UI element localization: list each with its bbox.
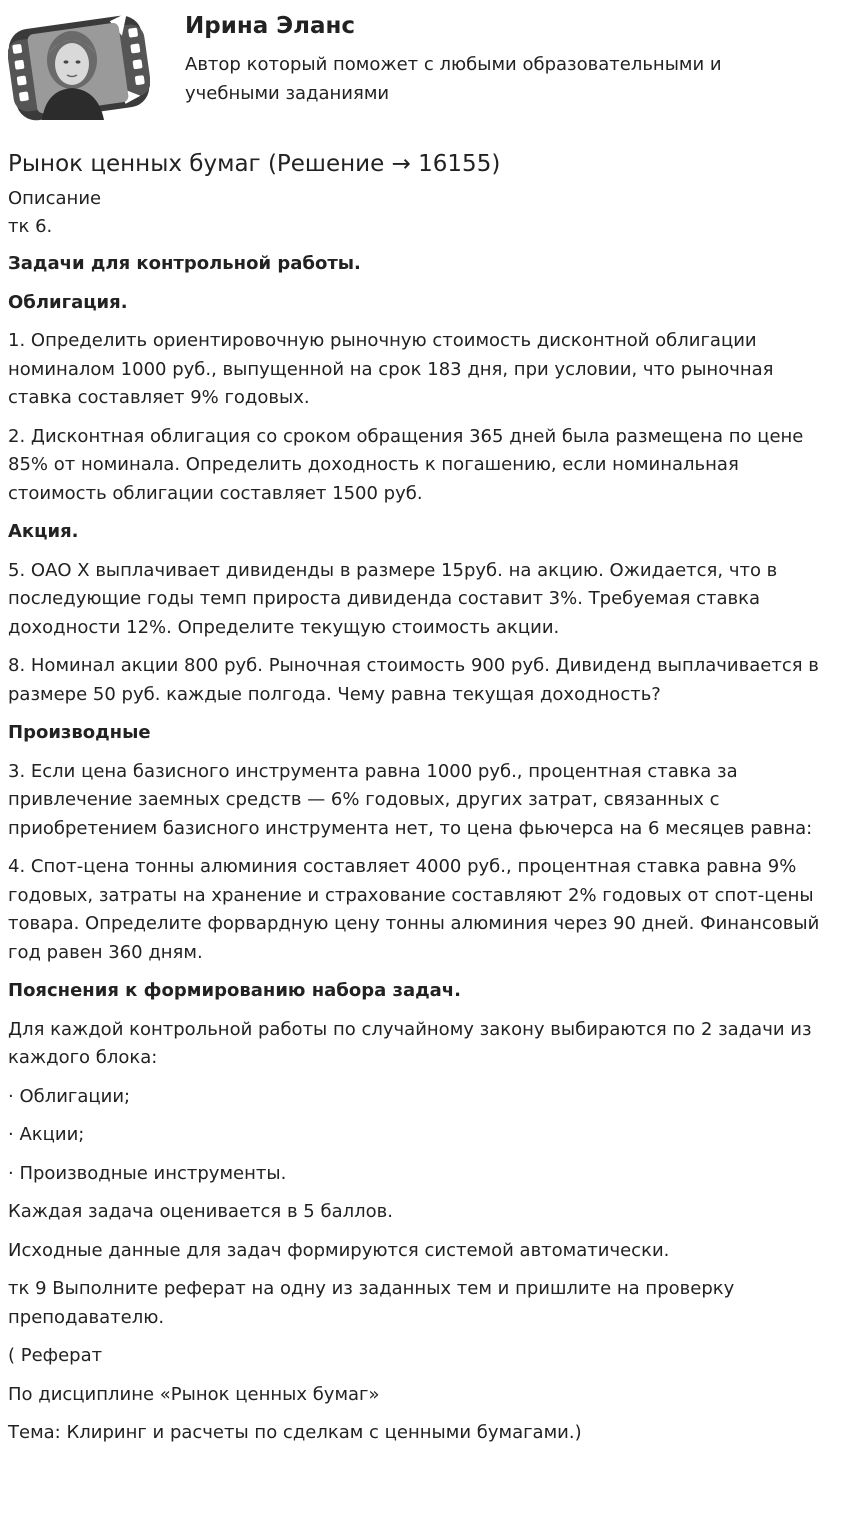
section-heading: Акция. (8, 521, 79, 542)
paragraph: · Акции; (8, 1124, 85, 1145)
paragraph: Тема: Клиринг и расчеты по сделкам с ценными бумагами.) (8, 1422, 582, 1443)
task-paragraphs (8, 250, 840, 1448)
document-content (8, 147, 840, 1448)
paragraph: 8. Номинал акции 800 руб. Рыночная стоимость 900 руб. Дивиденд выплачивается в размере 50 руб. каждые полгода. Чему равна текущая доходность? (8, 655, 819, 705)
author-description: Автор который поможет с любыми образовательными и учебными заданиями (185, 54, 722, 104)
paragraph: Для каждой контрольной работы по случайному закону выбираются по 2 задачи из каждого блока: (8, 1018, 812, 1068)
document-title: Рынок ценных бумаг (Решение → 16155) (8, 151, 501, 177)
section-heading: Производные (8, 722, 151, 743)
author-header (0, 0, 847, 140)
paragraph: тк 9 Выполните реферат на одну из заданных тем и пришлите на проверку преподавателю. (8, 1278, 735, 1328)
section-heading: Задачи для контрольной работы. (8, 253, 361, 274)
author-name: Ирина Эланс (185, 13, 356, 39)
paragraph: 2. Дисконтная облигация со сроком обращения 365 дней была размещена по цене 85% от номинала. Определить доходность к погашению, если номинальная стоимость облигации составляет 1500 руб. (8, 425, 804, 504)
paragraph: 1. Определить ориентировочную рыночную стоимость дисконтной облигации номиналом 1000 руб., выпущенной на срок 183 дня, при условии, что рыночная ставка составляет 9% годовых. (8, 330, 774, 408)
author-avatar (8, 8, 150, 128)
section-heading: Пояснения к формированию набора задач. (8, 980, 461, 1001)
description-label: Описание (8, 188, 102, 209)
paragraph: 4. Спот-цена тонны алюминия составляет 4000 руб., процентная ставка равна 9% годовых, затраты на хранение и страхование составляют 2% годовых от спот-цены товара. Определите форвардную цену тонны алюминия через 90 дней. Финансовый год равен 360 дням. (8, 856, 820, 963)
paragraph: · Производные инструменты. (8, 1162, 287, 1184)
paragraph: · Облигации; (8, 1085, 131, 1107)
paragraph: Каждая задача оценивается в 5 баллов. (8, 1201, 393, 1222)
paragraph: По дисциплине «Рынок ценных бумаг» (8, 1383, 380, 1405)
paragraph: Исходные данные для задач формируются системой автоматически. (8, 1239, 670, 1261)
paragraph: 3. Если цена базисного инструмента равна 1000 руб., процентная ставка за привлечение заемных средств — 6% годовых, других затрат, связанных с приобретением базисного инструмента нет, то цена фьючерса на 6 месяцев равна: (8, 760, 813, 839)
description-subtitle: тк 6. (8, 216, 53, 237)
paragraph: ( Реферат (8, 1345, 103, 1366)
paragraph: 5. ОАО Х выплачивает дивиденды в размере 15руб. на акцию. Ожидается, что в последующие годы темп прироста дивиденда составит 3%. Требуемая ставка доходности 12%. Определите текущую стоимость акции. (8, 559, 778, 638)
section-heading: Облигация. (8, 291, 128, 313)
